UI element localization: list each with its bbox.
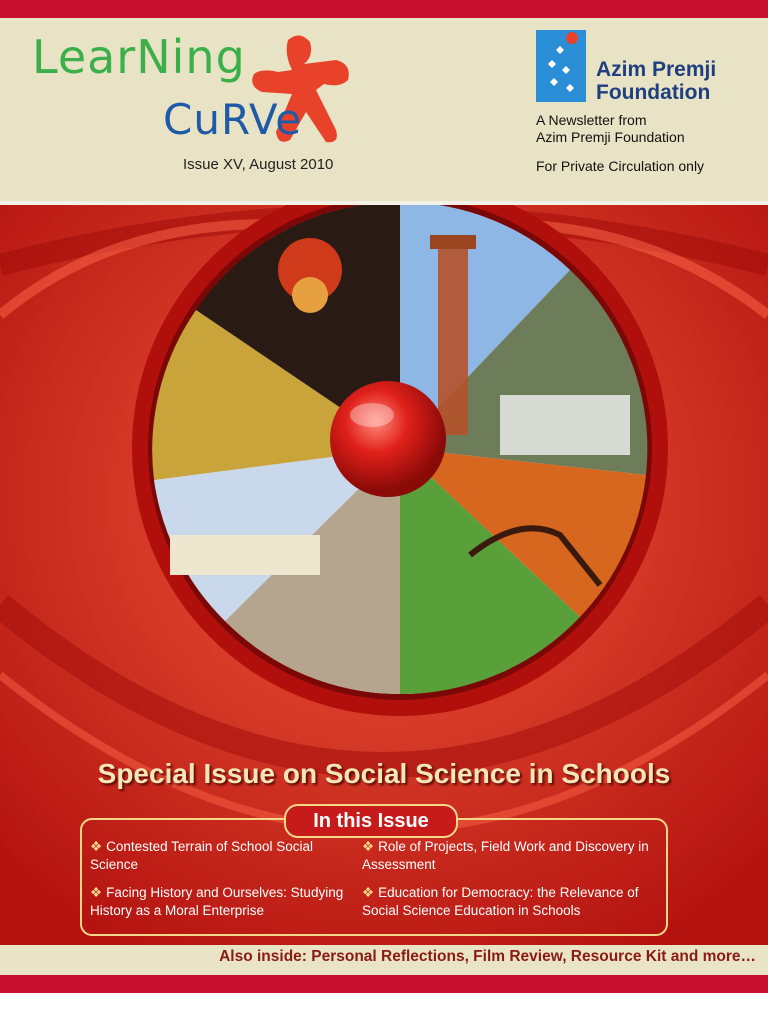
contents-item[interactable] bbox=[362, 838, 657, 874]
bullet-icon: ❖ bbox=[362, 885, 375, 900]
contents-item-text: Role of Projects, Field Work and Discovery in Assessment bbox=[362, 839, 649, 872]
publisher-tagline bbox=[536, 112, 685, 146]
contents-item-text: Education for Democracy: the Relevance of Social Science Education in Schools bbox=[362, 885, 639, 918]
bullet-icon: ❖ bbox=[362, 839, 375, 854]
issue-date: Issue XV, August 2010 bbox=[183, 156, 334, 173]
bullet-icon: ❖ bbox=[90, 839, 103, 854]
publisher-name-line1: Azim Premji bbox=[596, 58, 717, 81]
logo-curve-text: CuRVe bbox=[163, 95, 303, 144]
contents-item[interactable] bbox=[90, 884, 350, 920]
tagline-line2: Azim Premji Foundation bbox=[536, 129, 685, 145]
contents-item-text: Facing History and Ourselves: Studying History as a Moral Enterprise bbox=[90, 885, 344, 918]
bullet-icon: ❖ bbox=[90, 885, 103, 900]
cover-headline: Special Issue on Social Science in Schools bbox=[97, 758, 671, 789]
logo-learning-text: LearNing bbox=[32, 30, 246, 84]
circulation-note: For Private Circulation only bbox=[536, 158, 705, 174]
tagline-line1: A Newsletter from bbox=[536, 112, 647, 128]
contents-item-text: Contested Terrain of School Social Science bbox=[90, 839, 313, 872]
bottom-red-strip bbox=[0, 975, 768, 993]
contents-item[interactable] bbox=[362, 884, 657, 920]
azim-premji-logo-icon bbox=[536, 30, 586, 102]
top-red-strip bbox=[0, 0, 768, 18]
contents-title: In this Issue bbox=[284, 804, 458, 838]
publisher-name-line2: Foundation bbox=[596, 81, 711, 104]
contents-item[interactable] bbox=[90, 838, 350, 874]
also-inside: Also inside: Personal Reflections, Film Review, Resource Kit and more… bbox=[219, 948, 756, 965]
publisher-name bbox=[596, 58, 716, 104]
